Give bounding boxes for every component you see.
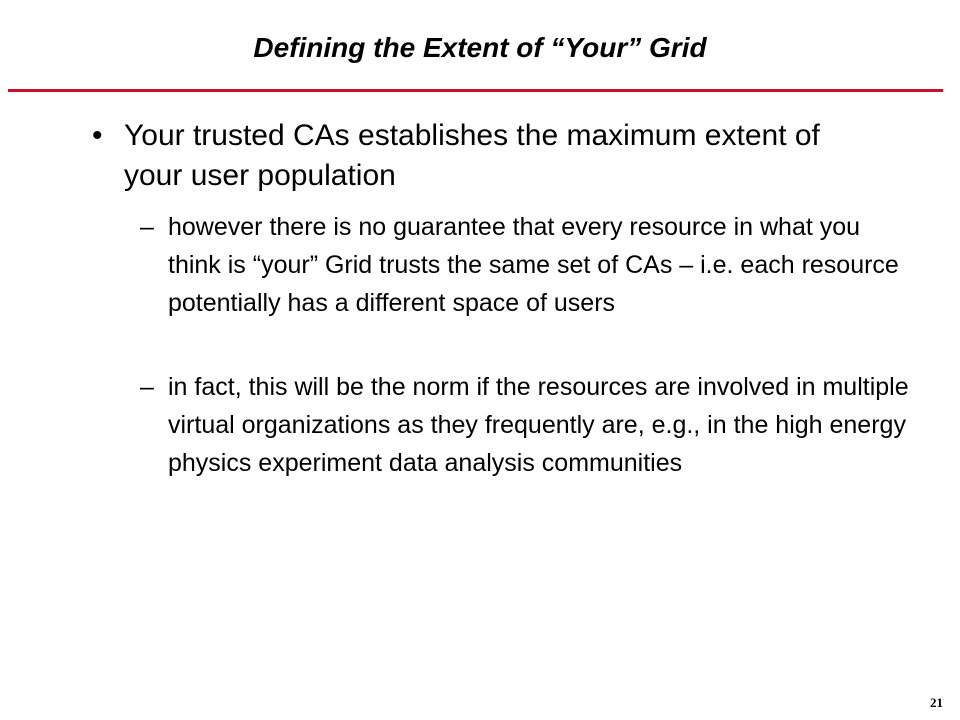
sub-bullet-marker: –: [140, 213, 154, 241]
bullet-marker: •: [92, 119, 103, 152]
page-number: 21: [930, 695, 943, 710]
sub-bullet-marker: –: [140, 373, 154, 401]
main-bullet-text: Your trusted CAs establishes the maximum extent of your user population: [124, 119, 820, 192]
sub-bullet-text: in fact, this will be the norm if the resources are involved in multiple virtual organizations as they frequently are, e.g., in the high energy physics experiment data analysis communities: [168, 373, 909, 477]
title-divider: [8, 89, 943, 92]
main-bullet: [92, 116, 912, 196]
sub-bullet-text: however there is no guarantee that every resource in what you think is “your” Grid trusts the same set of CAs – i.e. each resource potentially has a different space of users: [168, 213, 899, 317]
sub-bullet: [140, 208, 920, 322]
slide-title: Defining the Extent of “Your” Grid: [253, 32, 707, 63]
sub-bullet: [140, 368, 920, 482]
